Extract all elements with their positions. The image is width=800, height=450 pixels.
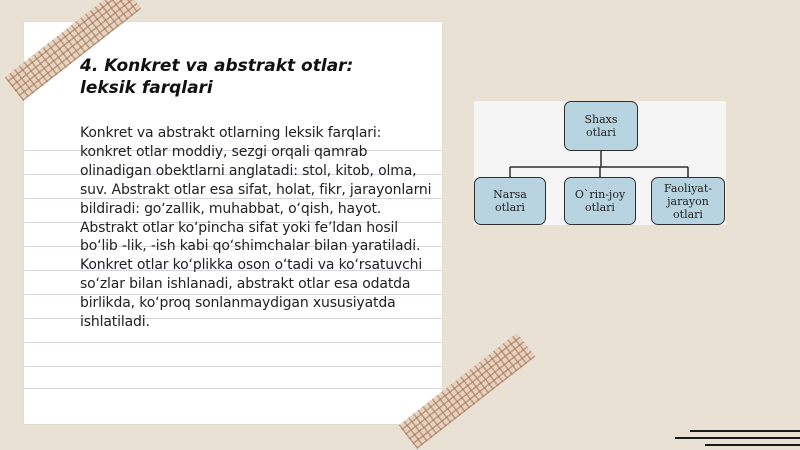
slide-body-text: Konkret va abstrakt otlarning leksik farqlari: konkret otlar moddiy, sezgi orqali qamrab olinadigan obektlarni anglatadi: stol, kitob, olma, suv. Abstrakt otlar esa sifat, holat, fikr, jarayonlarni bildiradi: go‘zallik, muhabbat, o‘qish, hayot. Abstrakt otlar ko‘pincha sifat yoki fe’ldan hosil bo‘lib -lik, -ish kabi qo‘shimchalar bilan yaratiladi. Konkret otlar ko‘plikka oson o‘tadi va ko‘rsatuvchi so‘zlar bilan ishlanadi, abstrakt otlar esa odatda birlikda, ko‘proq sonlanmaydigan xususiyatda ishlatiladi. [80,125,432,331]
decorative-line [690,430,800,432]
diagram-child-box: O`rin-joy otlari [564,177,636,225]
diagram-child-box: Narsa otlari [474,177,546,225]
notepaper-card [24,22,442,424]
noun-types-diagram [474,101,726,225]
paper-rule [24,388,442,389]
paper-rule [24,366,442,367]
diagram-child-box: Faoliyat- jarayon otlari [651,177,725,225]
diagram-root-box: Shaxs otlari [564,101,638,151]
paper-rule [24,342,442,343]
decorative-line [675,437,800,439]
slide-title: 4. Konkret va abstrakt otlar: leksik farqlari [80,56,354,98]
decorative-line [705,444,800,446]
